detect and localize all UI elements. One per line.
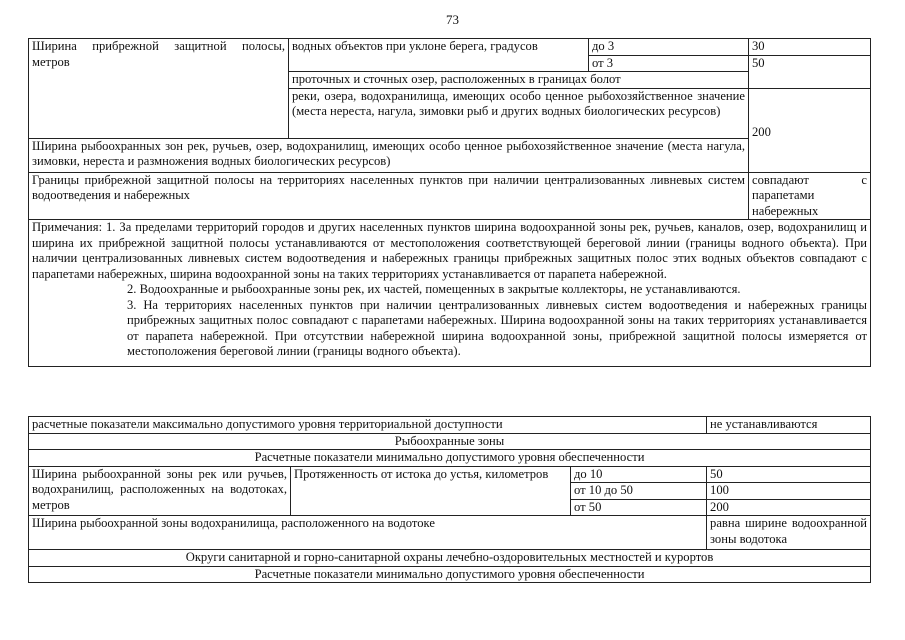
slope-range: до 3	[589, 39, 749, 56]
reservoir-label: Ширина рыбоохранной зоны водохранилища, расположенного на водотоке	[29, 516, 707, 550]
section-sanitary: Округи санитарной и горно-санитарной охраны лечебно-оздоровительных местностей и курортов	[29, 550, 871, 567]
page-number: 73	[446, 12, 459, 27]
length-range: от 10 до 50	[571, 483, 707, 500]
accessibility-value: не устанавливаются	[707, 417, 871, 434]
slope-label: водных объектов при уклоне берега, градусов	[289, 39, 589, 72]
length-range: от 50	[571, 499, 707, 516]
reservoir-value: равна ширине водоохранной зоны водотока	[707, 516, 871, 550]
valuable-label: реки, озера, водохранилища, имеющих особо ценное рыбохозяйственное значение (места нереста, нагула, зимовки рыб и других водных биологических ресурсов)	[289, 88, 749, 138]
water-protection-table	[28, 38, 871, 367]
section-fish-zones: Рыбоохранные зоны	[29, 433, 871, 450]
length-value: 100	[707, 483, 871, 500]
slope-range: от 3	[589, 55, 749, 72]
note-3: 3. На территориях населенных пунктов при наличии централизованных ливневых систем водоотведения и набережных границы прибрежных защитных полос совпадают с парапетами набережных. Ширина водоохранной зоны на таких территориях устанавливается от парапета набережной. При отсутствии набережной ширина водоохранной зоны, прибрежной защитной полосы измеряется от местоположения береговой линии (границы водного объекта).	[127, 297, 867, 358]
boundary-value: совпадают с парапетами набережных	[749, 172, 871, 220]
coastal-strip-label: Ширина прибрежной защитной полосы, метров	[29, 39, 289, 139]
fish-zone-label: Ширина рыбоохранных зон рек, ручьев, озер, водохранилищ, имеющих особо ценное рыбохозяйственное значение (места нагула, зимовки, нереста и размножения водных биологических ресурсов)	[29, 138, 749, 172]
slope-value: 30	[749, 39, 871, 56]
lakes-bog-label: проточных и сточных озер, расположенных в границах болот	[289, 72, 749, 89]
note-2: 2. Водоохранные и рыбоохранные зоны рек, их частей, помещенных в закрытые коллекторы, не устанавливаются.	[127, 282, 741, 296]
accessibility-label: расчетные показатели максимально допустимого уровня территориальной доступности	[29, 417, 707, 434]
slope-value: 50	[749, 55, 871, 88]
fish-width-label: Ширина рыбоохранной зоны рек или ручьев, водохранилищ, расположенных на водотоках, метров	[29, 466, 291, 516]
valuable-value: 200	[749, 88, 871, 172]
subsection-min-level: Расчетные показатели минимально допустимого уровня обеспеченности	[29, 450, 871, 467]
subsection-min-level-2: Расчетные показатели минимально допустимого уровня обеспеченности	[29, 566, 871, 583]
boundary-label: Границы прибрежной защитной полосы на территориях населенных пунктов при наличии централизованных ливневых систем водоотведения и набережных	[29, 172, 749, 220]
length-value: 50	[707, 466, 871, 483]
note-1: Примечания: 1. За пределами территорий городов и других населенных пунктов ширина водоохранной зоны рек, ручьев, каналов, озер, водохранилищ и ширина их прибрежной защитной полосы устанавливаются от местоположения соответствующей береговой линии (границы водного объекта). При наличии централизованных ливневых систем водоотведения и набережных границы прибрежных защитных полос этих водных объектов совпадают с парапетами набережных, ширина водоохранной зоны на таких территориях устанавливается от парапета набережной.	[32, 220, 867, 281]
notes-cell	[29, 220, 871, 367]
length-range: до 10	[571, 466, 707, 483]
length-value: 200	[707, 499, 871, 516]
fish-protection-table	[28, 416, 871, 583]
length-label: Протяженность от истока до устья, километров	[291, 466, 571, 516]
